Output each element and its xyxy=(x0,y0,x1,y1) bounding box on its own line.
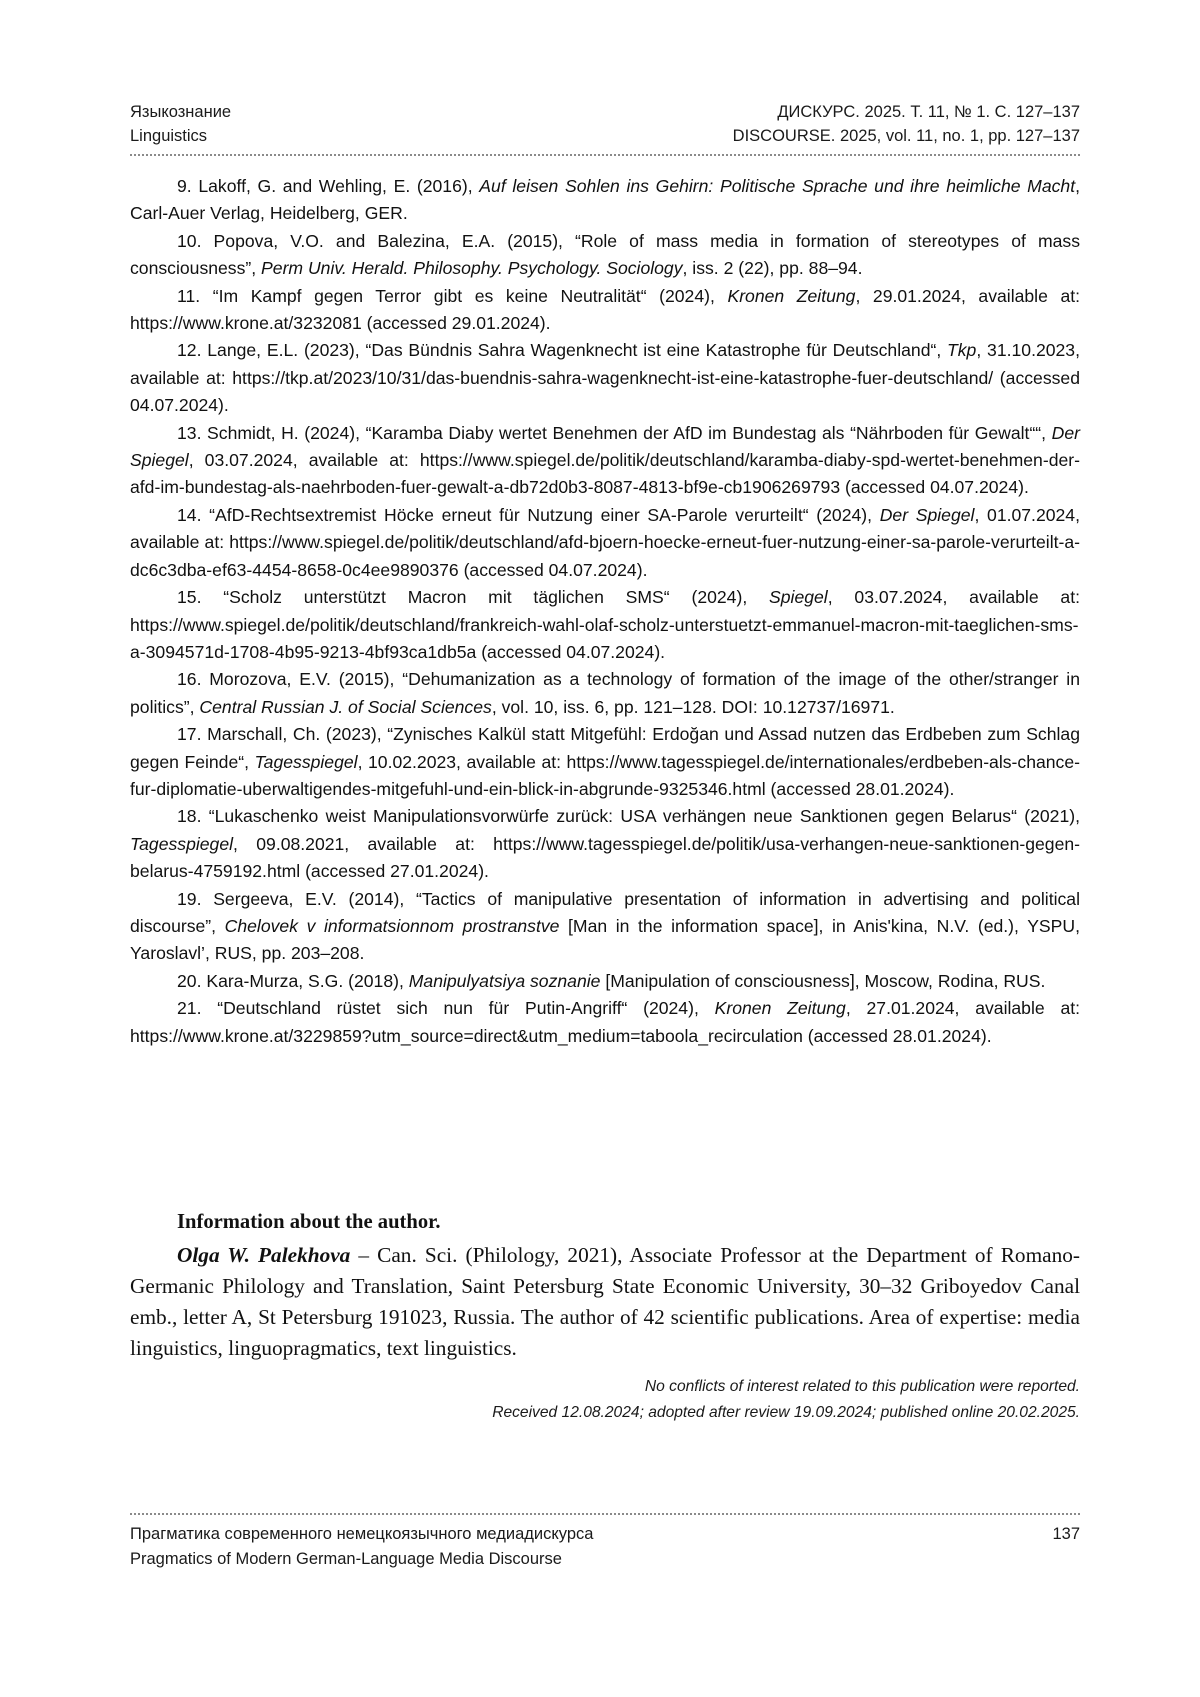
reference-source: Chelovek v informatsionnom prostranstve xyxy=(224,915,560,936)
reference-item xyxy=(130,995,1080,1050)
reference-item xyxy=(130,337,1080,419)
header-journal-en: DISCOURSE. 2025, vol. 11, no. 1, pp. 127–137 xyxy=(732,127,1080,145)
reference-item xyxy=(130,173,1080,228)
publication-notes xyxy=(130,1374,1080,1426)
running-footer xyxy=(130,1513,1080,1572)
reference-details: , vol. 10, iss. 6, pp. 121–128. DOI: 10.12737/16971. xyxy=(491,696,895,717)
reference-source: Kronen Zeitung xyxy=(727,285,856,306)
reference-source: Auf leisen Sohlen ins Gehirn: Politische Sprache und ihre heimliche Macht xyxy=(479,176,1076,196)
reference-item xyxy=(130,968,1080,995)
reference-source: Kronen Zeitung xyxy=(714,998,846,1019)
reference-text: 10. Popova, V.O. and Balezina, E.A. (2015), “Role of mass media in formation of stereotypes of mass consciousness”, xyxy=(130,230,1080,279)
reference-text: 16. Morozova, E.V. (2015), “Dehumanization as a technology of formation of the image of the other/stranger in politics”, xyxy=(130,669,1080,717)
reference-item xyxy=(130,803,1080,885)
header-divider xyxy=(130,154,1080,156)
reference-text: 11. “Im Kampf gegen Terror gibt es keine Neutralität“ (2024), xyxy=(177,285,728,306)
reference-text: 20. Kara-Murza, S.G. (2018), xyxy=(177,970,409,991)
reference-item xyxy=(130,584,1080,666)
header-row-1 xyxy=(130,100,1080,124)
reference-source: Spiegel xyxy=(769,587,828,608)
reference-details: , 27.01.2024, available at: https://www.krone.at/3229859?utm_source=direct&utm_medium=taboola_recirculation (accessed 28.01.2024). xyxy=(130,998,1080,1046)
author-bio: – Can. Sci. (Philology, 2021), Associate Professor at the Department of Romano-Germanic Philology and Translation, Saint Petersburg State Economic University, 30–32 Griboyedov Canal emb., letter A, St Petersburg 191023, Russia. The author of 42 scientific publications. Area of expertise: media linguistics, linguopragmatics, text linguistics. xyxy=(130,1243,1080,1360)
author-info-text xyxy=(130,1240,1080,1364)
reference-source: Der Spiegel xyxy=(879,504,975,525)
reference-details: , 03.07.2024, available at: https://www.spiegel.de/politik/deutschland/frankreich-wahl-olaf-scholz-unterstuetzt-emmanuel-macron-mit-taeglichen-sms-a-3094571d-1708-4b95-9213-4bf93ca1db5a (accessed 04.07.2024). xyxy=(130,587,1080,662)
reference-source: Tagesspiegel xyxy=(130,833,234,854)
references-list xyxy=(130,173,1080,1050)
reference-details: [Man in the information space], in Anis'kina, N.V. (ed.), YSPU, Yaroslavl’, RUS, pp. 203–208. xyxy=(130,915,1080,964)
reference-item xyxy=(130,228,1080,283)
reference-source: Perm Univ. Herald. Philosophy. Psychology. Sociology xyxy=(261,258,683,279)
reference-details: , 03.07.2024, available at: https://www.spiegel.de/politik/deutschland/karamba-diaby-spd-wertet-benehmen-der-afd-im-bundestag-als-naehrboden-fuer-gewalt-a-db72d0b3-8087-4813-bf9e-cb1906269793 (accessed 04.07.2024). xyxy=(130,450,1080,498)
footer-title-ru: Прагматика современного немецкоязычного медиадискурса xyxy=(130,1525,594,1543)
reference-item xyxy=(130,502,1080,584)
reference-item xyxy=(130,886,1080,968)
header-section-en: Linguistics xyxy=(130,127,208,145)
reference-details: , 01.07.2024, available at: https://www.spiegel.de/politik/deutschland/afd-bjoern-hoecke-erneut-fuer-nutzung-einer-sa-parole-verurteilt-a-dc6c3dba-ef63-4454-8658-0c4ee9890376 (accessed 04.07.2024). xyxy=(130,504,1080,580)
footer-divider xyxy=(130,1513,1080,1515)
reference-text: 17. Marschall, Ch. (2023), “Zynisches Kalkül statt Mitgefühl: Erdoğan und Assad nutzen das Erdbeben zum Schlag gegen Feinde“, xyxy=(130,724,1080,772)
footer-title-en: Pragmatics of Modern German-Language Media Discourse xyxy=(130,1550,562,1568)
reference-details: [Manipulation of consciousness], Moscow, Rodina, RUS. xyxy=(600,970,1046,991)
reference-details: , 10.02.2023, available at: https://www.tagesspiegel.de/internationales/erdbeben-als-chance-fur-diplomatie-uberwaltigendes-mitgefuhl-und-ein-blick-in-abgrunde-9325346.html (accessed 28.01.2024). xyxy=(130,751,1080,799)
author-info-title: Information about the author. xyxy=(177,1211,441,1233)
reference-text: 21. “Deutschland rüstet sich nun für Putin-Angriff“ (2024), xyxy=(177,998,715,1019)
footer-row-2 xyxy=(130,1547,1080,1572)
reference-details: , 31.10.2023, available at: https://tkp.at/2023/10/31/das-buendnis-sahra-wagenknecht-ist-eine-katastrophe-fuer-deutschland/ (accessed 04.07.2024). xyxy=(130,340,1080,416)
reference-text: 12. Lange, E.L. (2023), “Das Bündnis Sahra Wagenknecht ist eine Katastrophe für Deutschland“, xyxy=(177,340,948,361)
page-number: 137 xyxy=(1052,1525,1080,1543)
running-header xyxy=(130,100,1080,156)
author-info xyxy=(130,1207,1080,1364)
reference-item xyxy=(130,283,1080,338)
reference-text: 14. “AfD-Rechtsextremist Höcke erneut für Nutzung einer SA-Parole verurteilt“ (2024), xyxy=(177,504,880,525)
reference-details: , iss. 2 (22), pp. 88–94. xyxy=(682,258,863,279)
reference-details: , 29.01.2024, available at: https://www.krone.at/3232081 (accessed 29.01.2024). xyxy=(130,285,1080,334)
header-row-2 xyxy=(130,124,1080,148)
reference-item xyxy=(130,666,1080,721)
reference-item xyxy=(130,721,1080,803)
reference-text: 18. “Lukaschenko weist Manipulationsvorwürfe zurück: USA verhängen neue Sanktionen gegen Belarus“ (2021), xyxy=(177,806,1080,827)
footer-row-1 xyxy=(130,1522,1080,1547)
reference-text: 9. Lakoff, G. and Wehling, E. (2016), xyxy=(177,176,480,196)
reference-source: Tagesspiegel xyxy=(254,751,358,772)
reference-source: Central Russian J. of Social Sciences xyxy=(199,696,492,717)
reference-text: 19. Sergeeva, E.V. (2014), “Tactics of manipulative presentation of information in advertising and political discourse”, xyxy=(130,888,1080,936)
author-name: Olga W. Palekhova xyxy=(177,1243,351,1267)
reference-source: Manipulyatsiya soznanie xyxy=(408,970,601,991)
reference-source: Der Spiegel xyxy=(130,422,1080,471)
header-journal-ru: ДИСКУРС. 2025. Т. 11, № 1. С. 127–137 xyxy=(777,103,1080,121)
header-section-ru: Языкознание xyxy=(130,103,232,121)
reference-details: , Carl-Auer Verlag, Heidelberg, GER. xyxy=(130,176,1080,224)
publication-dates: Received 12.08.2024; adopted after review 19.09.2024; published online 20.02.2025. xyxy=(492,1404,1080,1421)
reference-source: Tkp xyxy=(947,340,977,361)
reference-item xyxy=(130,420,1080,502)
conflict-statement: No conflicts of interest related to this publication were reported. xyxy=(644,1378,1080,1395)
reference-details: , 09.08.2021, available at: https://www.tagesspiegel.de/politik/usa-verhangen-neue-sanktionen-gegen-belarus-4759192.html (accessed 27.01.2024). xyxy=(130,833,1080,882)
reference-text: 15. “Scholz unterstützt Macron mit täglichen SMS“ (2024), xyxy=(177,587,770,608)
reference-text: 13. Schmidt, H. (2024), “Karamba Diaby wertet Benehmen der AfD im Bundestag als “Nährboden für Gewalt““, xyxy=(177,422,1052,443)
